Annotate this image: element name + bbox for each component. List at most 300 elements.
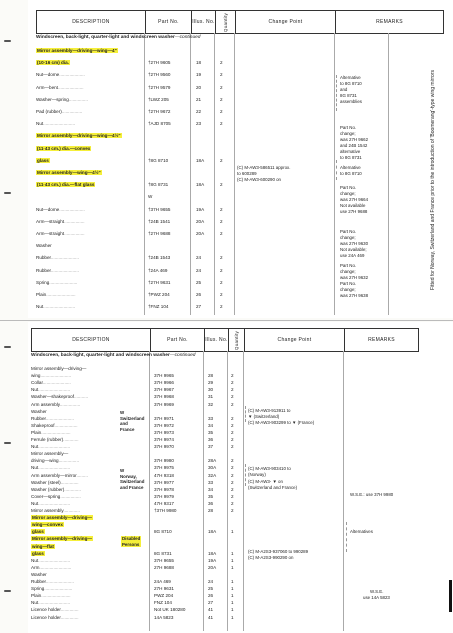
leader-dots: ......................... [38, 557, 71, 563]
part-row-description [36, 219, 85, 224]
col-description [32, 329, 150, 351]
part-number: 37H 9969 [154, 401, 174, 407]
remark-note [350, 492, 393, 497]
part-row-description [31, 458, 79, 463]
part-row-description [31, 444, 70, 449]
column-divider [243, 351, 244, 631]
remark-line: Part No. [340, 185, 357, 190]
part-row-description [36, 85, 84, 90]
market-note-line: and [120, 421, 128, 427]
leader-dots: ...................... [50, 255, 79, 261]
part-number: †PWZ 204 [148, 292, 170, 297]
illus-number: 24 [208, 579, 214, 584]
market-note-line: Switzerland [120, 415, 145, 421]
remark-line: and [340, 87, 348, 92]
change-point-line: (C) M-AW3-903410 to [248, 466, 291, 471]
illus-number: 25 [208, 586, 214, 592]
leader-dots: ......................... [43, 304, 76, 310]
part-number: 37H 9968 [154, 394, 174, 400]
part-description: Nut [31, 557, 39, 563]
leader-dots: .............. [60, 614, 79, 620]
quantity-value: 2 [231, 493, 234, 499]
part-row-description [36, 133, 122, 138]
leader-dots: ...................... [44, 586, 73, 592]
part-row-description [31, 607, 79, 612]
part-description: glass [32, 550, 44, 556]
part-row-description [31, 480, 79, 485]
quantity-value: 2 [231, 401, 234, 407]
part-row-description [31, 430, 71, 435]
market-note-line: and France [120, 484, 144, 490]
part-description: Nut—dome [36, 206, 60, 212]
part-number: 37H 9979 [154, 493, 174, 499]
part-row-description [36, 280, 77, 285]
illus-number: 33 [208, 479, 214, 485]
part-row-description [31, 416, 74, 421]
column-divider [343, 351, 344, 631]
col-quantity [228, 329, 244, 351]
remark-line: was 27H 9630 [340, 241, 369, 246]
illus-number: 18 [196, 60, 202, 66]
quantity-value: 2 [231, 479, 234, 485]
leader-dots: ...................... [50, 267, 79, 273]
leader-dots: ....................... [46, 292, 76, 297]
illus-number: 28A [208, 458, 217, 464]
section-title-text: Windscreen, back-light, quarter-light and windscreen washer [36, 35, 175, 40]
part-row-description [31, 423, 77, 428]
market-note [120, 468, 144, 490]
part-description: Rubber [31, 579, 46, 584]
quantity-value: 2 [220, 60, 223, 66]
remark-line: assemblies [340, 99, 362, 104]
edge-marker [449, 580, 452, 612]
illus-number: 35 [208, 429, 214, 435]
illus-number: 21 [196, 96, 202, 102]
illus-number: 24 [196, 267, 202, 273]
leader-dots: ...................... [49, 279, 78, 285]
leader-dots: ........................ [40, 373, 72, 379]
leader-dots: ......................... [38, 600, 71, 606]
part-description: (11·43 cm.) dia.—flat glass [37, 182, 95, 188]
leader-dots: .................... [59, 206, 85, 212]
side-note-text: Fitted for Norway, Switzerland and France prior to the introduction of 'Boomerang'-type wing mirrors [430, 70, 436, 290]
part-description: Ferrule (rubber) [31, 437, 64, 442]
change-point-note [237, 165, 290, 170]
part-number: †FNZ 104 [148, 304, 169, 310]
leader-dots: ................ [60, 493, 81, 499]
quantity-value: 2 [220, 121, 223, 127]
col-description [37, 11, 145, 33]
part-number: FNZ 104 [154, 600, 172, 606]
part-description: Collar [31, 380, 43, 386]
illus-number: 33 [208, 415, 214, 421]
quantity-value: 2 [231, 437, 234, 442]
col-remarks [335, 11, 443, 33]
punch-hole [4, 590, 11, 592]
illus-number: 32A [208, 472, 217, 478]
part-row-description [36, 231, 85, 236]
part-description: Arm assembly [31, 401, 60, 407]
leader-dots: ...................... [42, 380, 71, 386]
part-row-description [31, 402, 80, 407]
part-row-description [36, 182, 95, 187]
market-note-line: W [120, 410, 125, 415]
part-description: Rubber [31, 415, 46, 421]
quantity-value: 2 [231, 500, 234, 506]
part-row-description [36, 304, 75, 309]
part-number: †AJD 8705 [148, 121, 171, 127]
remark-text: W.S.E. [370, 589, 384, 594]
part-description: Arm—straight [36, 218, 65, 224]
change-point-line: (C) M-AW3- ▼ on [248, 479, 283, 484]
part-row-description [31, 529, 45, 534]
illus-number: 32 [208, 401, 214, 407]
quantity-value: 2 [231, 465, 234, 471]
leader-dots: ......................... [39, 564, 72, 570]
change-point-text: to 600289 [237, 171, 257, 176]
quantity-value: 2 [220, 292, 223, 297]
part-number: 37H 9980 [154, 458, 174, 464]
remark-line: change; [340, 287, 356, 292]
part-number: 8G 8710 [154, 529, 172, 535]
quantity-value: 1 [231, 529, 234, 535]
bracket-line [336, 75, 337, 111]
remark-line: and 24B 1542 [340, 143, 368, 148]
bracket-line [245, 406, 246, 422]
illus-number: 20A [208, 564, 217, 570]
remark-line: Alternative [340, 75, 361, 80]
illus-number: 20A [196, 231, 205, 236]
part-number: †37H 9655 [148, 206, 171, 212]
remark-text: W.S.E.: use 37H 9980 [350, 492, 394, 497]
col-remarks [344, 329, 418, 351]
quantity-value: 2 [220, 157, 223, 163]
remark-line: change; [340, 131, 356, 136]
part-description: Mirror assembly—driving— [32, 536, 92, 542]
part-number: †24A 469 [148, 267, 168, 273]
punch-hole [4, 40, 11, 42]
part-row-description [31, 551, 45, 556]
bottom-table-header [31, 328, 419, 352]
leader-dots: ................ [64, 231, 85, 236]
part-description: Washer (steel) [31, 479, 61, 485]
part-description: Mirror assembly—driving— [31, 366, 87, 371]
quantity-value: 1 [231, 607, 234, 613]
remark-note [350, 529, 373, 534]
part-number: 37H 9970 [154, 444, 174, 450]
part-number: †27H 9560 [148, 72, 171, 78]
part-row-description [31, 487, 81, 492]
illus-number: 23 [196, 121, 202, 127]
disabled-label-line: Persons [122, 541, 140, 547]
illus-number: 19A [208, 557, 217, 563]
illus-number: 34 [208, 486, 214, 492]
part-number: †27H 9579 [148, 84, 171, 90]
part-row-description [31, 394, 88, 399]
illus-number: 28 [208, 508, 214, 513]
part-number: Not UK 180280 [154, 607, 186, 613]
part-description: Mirror assembly—driving— [32, 515, 92, 521]
part-number: 37H 9973 [154, 429, 174, 435]
part-number: 37H 9977 [154, 479, 174, 485]
bottom-parts-sheet [28, 322, 453, 633]
leader-dots: ....................... [41, 429, 71, 435]
part-number: †27H 9672 [148, 109, 171, 114]
change-point-text: (C) M-AW3-600290 on [237, 177, 282, 182]
header-label: Part No. [158, 19, 179, 25]
quantity-value: 2 [231, 422, 234, 428]
illus-number: 30 [208, 387, 214, 393]
illus-number: 24 [196, 255, 202, 261]
part-description: Rubber [36, 267, 51, 273]
part-description: Washer—shakeproof [31, 394, 74, 400]
quantity-value: 2 [231, 444, 234, 450]
leader-dots: ................ [58, 458, 79, 464]
part-number: 27H 9631 [154, 586, 174, 592]
header-label: Illus. No. [192, 19, 215, 25]
illus-number: 34 [208, 422, 214, 428]
part-description: Arm—straight [36, 231, 65, 236]
part-description: Spring [36, 279, 50, 285]
part-row-description [31, 508, 80, 513]
quantity-value: 2 [220, 96, 223, 102]
part-row-description [36, 268, 79, 273]
header-label: Change Point [268, 19, 303, 25]
col-quantity [215, 11, 235, 33]
illus-number: 19A [196, 206, 205, 212]
section-title-text: Windscreen, back-light, quarter-light and windscreen washer [31, 353, 170, 358]
quantity-value: 1 [231, 557, 234, 563]
change-point-note [237, 171, 257, 176]
remark-line: was 27H 9638 [340, 293, 369, 298]
part-number: 24A 469 [154, 579, 171, 584]
quantity-value: 1 [231, 614, 234, 620]
illus-number: 18A [208, 529, 217, 535]
punch-hole [4, 346, 11, 348]
change-point-line: (C) M-A2S3-990290 on [248, 555, 294, 560]
col-change-point [244, 329, 344, 351]
part-number: †8G 8710 [148, 157, 169, 163]
remark-line: use 27H 9688 [340, 209, 368, 214]
punch-hole [4, 442, 11, 444]
part-description: Washer [31, 408, 47, 414]
illus-number: 28 [208, 373, 214, 379]
part-description: Washer—spring [36, 96, 69, 102]
leader-dots: .............. [60, 479, 79, 485]
part-row-description [31, 380, 71, 385]
part-number: 37H 9972 [154, 422, 174, 428]
quantity-value: 2 [231, 472, 234, 478]
column-divider [334, 33, 335, 315]
market-note-line: France [120, 426, 135, 432]
part-description: Mirror assembly— [31, 451, 69, 457]
leader-dots: ...................... [45, 579, 74, 584]
part-description: Cover—spring [31, 493, 61, 499]
section-continued: —continued [174, 35, 201, 40]
illus-number: 30A [208, 465, 217, 471]
top-parts-sheet [28, 0, 453, 318]
part-description: Licence holder [31, 614, 61, 620]
section-continued: —continued [169, 353, 196, 358]
column-divider [227, 351, 228, 631]
quantity-value: 2 [231, 387, 234, 393]
section-title [36, 35, 200, 41]
part-description: Shakeproof [31, 422, 55, 428]
quantity-value: 2 [231, 508, 234, 513]
part-row-description [31, 600, 70, 605]
part-description: Washer [31, 571, 47, 577]
part-row-description [36, 292, 76, 297]
illus-number: 18A [196, 182, 205, 188]
remark-line: change; [340, 269, 356, 274]
quantity-value: 1 [231, 579, 234, 584]
part-row-description [36, 121, 75, 126]
change-point-line: (C) M-AW3-913911 to [248, 408, 291, 413]
leader-dots: ............. [63, 508, 80, 513]
remark-line: to 8G 8710 [340, 81, 362, 86]
header-label: Illus. No. [205, 337, 228, 343]
remark-line: Part No. [340, 281, 357, 286]
illus-number: 20A [196, 218, 205, 224]
remark-line: was 27H 9664 [340, 197, 369, 202]
part-row-description [31, 579, 74, 584]
remark-note [363, 595, 390, 600]
part-description: Nut—dome [36, 72, 60, 78]
header-label: DESCRIPTION [72, 337, 110, 343]
bracket-line [336, 160, 337, 180]
part-row-description [31, 451, 68, 456]
part-number: †24B 1541 [148, 218, 171, 224]
section-title [31, 353, 195, 359]
part-number: †27H 9605 [148, 60, 171, 66]
part-row-description [31, 387, 70, 392]
side-vertical-note [430, 70, 436, 290]
illus-number: 27 [208, 600, 214, 606]
part-description: Plain [31, 429, 42, 435]
illus-number: 36 [208, 437, 214, 442]
column-divider [234, 33, 235, 315]
part-number: 37H 9967 [154, 387, 174, 393]
col-illus-no [191, 11, 215, 33]
part-number: 37H 9975 [154, 465, 174, 471]
part-description: Licence holder [31, 607, 61, 613]
part-number: †LWZ 205 [148, 96, 169, 102]
part-row-description [36, 109, 82, 114]
remark-line: change; [340, 191, 356, 196]
leader-dots: ....................... [41, 593, 71, 599]
illus-number: 22 [196, 109, 202, 114]
remark-line: Alternative [340, 165, 361, 170]
quantity-value: 1 [231, 564, 234, 570]
part-description: Spring [31, 586, 45, 592]
punch-hole [4, 192, 11, 194]
part-row-description [31, 536, 93, 541]
change-point-line: (Switzerland and France) [248, 485, 298, 490]
illus-number: 27 [196, 304, 202, 310]
remark-text: Alternatives [350, 529, 373, 534]
quantity-value: 2 [220, 206, 223, 212]
part-description: (10·16 cm) dia. [37, 60, 69, 66]
part-number: 37H 9978 [154, 486, 174, 492]
header-label: Part No. [167, 337, 188, 343]
leader-dots: ......................... [38, 465, 71, 471]
illus-number: 26 [196, 292, 202, 297]
header-label: DESCRIPTION [72, 19, 110, 25]
leader-dots: ............ [63, 437, 79, 442]
part-number: 27H 9688 [154, 564, 174, 570]
header-label: REMARKS [376, 19, 403, 25]
part-row-description [31, 593, 71, 598]
quantity-value: 2 [231, 415, 234, 421]
sheet-divider [0, 320, 453, 321]
part-row-description [31, 544, 55, 549]
leader-dots: ............. [64, 486, 81, 492]
part-description: wing—convex [32, 522, 63, 528]
part-row-description [31, 494, 81, 499]
part-number: 37H 9655 [154, 557, 174, 563]
column-divider [388, 33, 389, 315]
quantity-value: 2 [220, 72, 223, 78]
change-point-line: ▼ (Switzerland) [248, 414, 280, 419]
part-description: wing—flat [32, 543, 54, 549]
column-divider [149, 351, 150, 631]
part-description: Nut [31, 444, 39, 450]
remark-line: use 24A 469 [340, 253, 365, 258]
remark-line: Part No. [340, 263, 357, 268]
part-description: Nut [31, 465, 39, 471]
illus-number: 19 [196, 72, 202, 78]
part-description: Mirror assembly [31, 508, 64, 513]
remark-line: change; [340, 235, 356, 240]
illus-number: 26 [208, 593, 214, 599]
part-description: Nut [36, 121, 44, 127]
leader-dots: .................. [54, 422, 78, 428]
quantity-value: 2 [220, 84, 223, 90]
leader-dots: .................... [59, 72, 85, 78]
part-row-description [36, 243, 52, 248]
illus-number: 18A [208, 550, 217, 556]
part-row-description [31, 586, 72, 591]
column-divider [144, 33, 145, 315]
part-description: Mirror assembly—wing—4½" [37, 170, 101, 175]
part-row-description [31, 515, 93, 520]
part-row-description [31, 522, 64, 527]
part-description: Mirror assembly—driving—wing—4½" [37, 133, 121, 139]
col-illus-no [204, 329, 228, 351]
market-note-line: Norway, [120, 473, 137, 479]
part-description: Arm—bent [36, 84, 58, 90]
part-number: †24B 1543 [148, 255, 171, 261]
quantity-value: 2 [220, 267, 223, 273]
illus-number: 37 [208, 444, 214, 450]
leader-dots: ...................... [45, 415, 74, 421]
header-label: REMARKS [368, 337, 395, 343]
top-table-header [36, 10, 444, 34]
header-label: Quantity [223, 12, 229, 32]
part-description: Mirror assembly—driving—wing—4" [37, 48, 117, 53]
part-description: Rubber [36, 255, 51, 261]
part-row-description [36, 255, 79, 260]
quantity-value: 1 [231, 586, 234, 592]
part-description: Arm assembly—mirror [31, 472, 77, 478]
quantity-value: 2 [231, 394, 234, 400]
quantity-value: 2 [220, 231, 223, 236]
part-row-description [31, 558, 70, 563]
leader-dots: ......... [76, 472, 88, 478]
part-description: Nut [31, 600, 39, 606]
leader-dots: ................ [61, 109, 83, 114]
remark-note [370, 589, 383, 594]
